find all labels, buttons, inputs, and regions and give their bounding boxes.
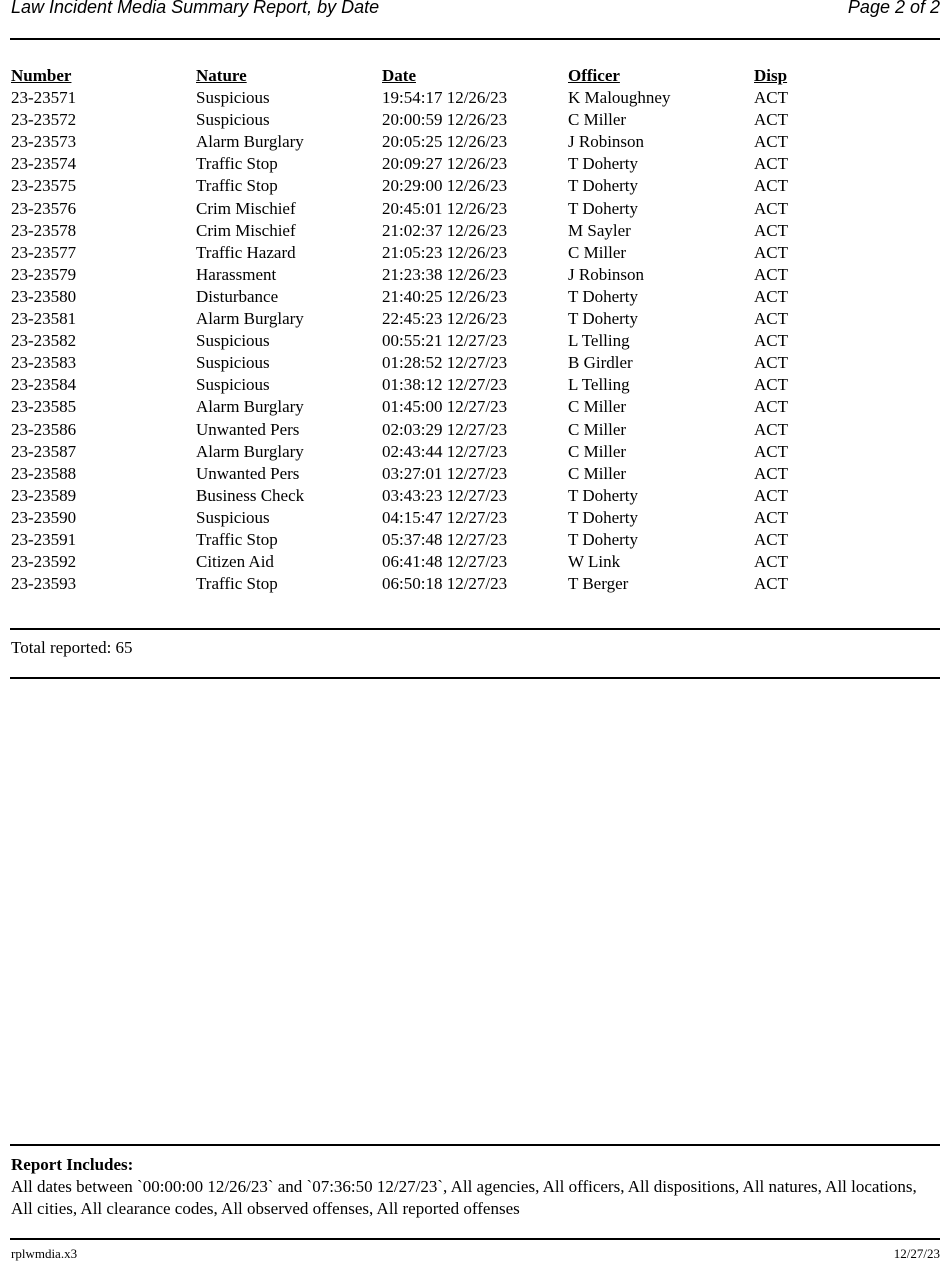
incident-number: 23-23589: [11, 485, 77, 505]
incident-officer: B Girdler: [568, 353, 633, 373]
incident-date: 00:55:21 12/27/23: [382, 331, 508, 351]
incident-date: 03:27:01 12/27/23: [382, 463, 508, 483]
incident-number: 23-23591: [11, 529, 77, 549]
incident-date: 21:40:25 12/26/23: [382, 286, 508, 306]
incident-nature: Alarm Burglary: [196, 397, 304, 417]
report-includes-heading: Report Includes:: [11, 1155, 134, 1174]
column-header-nature: Nature: [196, 66, 247, 85]
incident-date: 21:23:38 12/26/23: [382, 264, 508, 284]
incident-nature: Suspicious: [196, 88, 270, 108]
incident-officer: C Miller: [568, 242, 627, 262]
incident-date: 03:43:23 12/27/23: [382, 485, 508, 505]
incident-nature: Traffic Stop: [196, 154, 278, 174]
incident-disp: ACT: [754, 176, 788, 196]
incident-disp: ACT: [754, 552, 788, 572]
incident-number: 23-23588: [11, 463, 77, 483]
incident-officer: T Doherty: [568, 309, 639, 329]
column-header-number: Number: [11, 66, 72, 85]
incident-nature: Crim Mischief: [196, 198, 296, 218]
total-bottom-rule: [10, 677, 940, 679]
incident-number: 23-23573: [11, 132, 77, 152]
incident-officer: C Miller: [568, 419, 627, 439]
incident-table: [11, 65, 941, 595]
incident-nature: Traffic Stop: [196, 529, 278, 549]
incident-nature: Crim Mischief: [196, 220, 296, 240]
incident-nature: Alarm Burglary: [196, 132, 304, 152]
incident-date: 21:02:37 12/26/23: [382, 220, 508, 240]
incident-disp: ACT: [754, 507, 788, 527]
incident-disp: ACT: [754, 220, 788, 240]
incident-nature: Traffic Stop: [196, 574, 278, 594]
incident-nature: Harassment: [196, 264, 277, 284]
table-row: [11, 374, 941, 396]
incident-date: 05:37:48 12/27/23: [382, 529, 508, 549]
incident-disp: ACT: [754, 154, 788, 174]
incident-nature: Suspicious: [196, 331, 270, 351]
incident-number: 23-23586: [11, 419, 77, 439]
incident-nature: Traffic Hazard: [196, 242, 296, 262]
footer-date: 12/27/23: [893, 1246, 940, 1261]
incident-officer: W Link: [568, 552, 621, 572]
incident-officer: T Doherty: [568, 176, 639, 196]
incident-number: 23-23580: [11, 286, 77, 306]
incident-date: 22:45:23 12/26/23: [382, 309, 508, 329]
includes-top-rule: [10, 1144, 940, 1146]
table-row: [11, 551, 941, 573]
incident-officer: T Doherty: [568, 198, 639, 218]
incident-date: 01:45:00 12/27/23: [382, 397, 508, 417]
table-row: [11, 485, 941, 507]
incident-officer: K Maloughney: [568, 88, 671, 108]
table-row: [11, 308, 941, 330]
incident-date: 21:05:23 12/26/23: [382, 242, 508, 262]
table-row: [11, 419, 941, 441]
incident-officer: J Robinson: [568, 264, 645, 284]
incident-nature: Unwanted Pers: [196, 463, 300, 483]
incident-nature: Alarm Burglary: [196, 441, 304, 461]
page-indicator: Page 2 of 2: [847, 0, 940, 17]
incident-disp: ACT: [754, 132, 788, 152]
incident-officer: T Doherty: [568, 485, 639, 505]
incident-number: 23-23581: [11, 309, 77, 329]
incident-disp: ACT: [754, 419, 788, 439]
incident-nature: Suspicious: [196, 507, 270, 527]
incident-disp: ACT: [754, 198, 788, 218]
incident-disp: ACT: [754, 441, 788, 461]
incident-officer: L Telling: [568, 331, 630, 351]
table-row: [11, 131, 941, 153]
incident-number: 23-23579: [11, 264, 77, 284]
incident-number: 23-23584: [11, 375, 77, 395]
incident-nature: Suspicious: [196, 353, 270, 373]
incident-disp: ACT: [754, 574, 788, 594]
incident-nature: Disturbance: [196, 286, 279, 306]
footer-rule: [10, 1238, 940, 1240]
incident-disp: ACT: [754, 264, 788, 284]
incident-date: 20:05:25 12/26/23: [382, 132, 508, 152]
incident-number: 23-23575: [11, 176, 77, 196]
incident-date: 01:38:12 12/27/23: [382, 375, 508, 395]
incident-nature: Suspicious: [196, 110, 270, 130]
incident-officer: C Miller: [568, 397, 627, 417]
incident-nature: Citizen Aid: [196, 552, 274, 572]
incident-officer: C Miller: [568, 463, 627, 483]
incident-officer: T Berger: [568, 574, 629, 594]
incident-date: 04:15:47 12/27/23: [382, 507, 508, 527]
total-reported: Total reported: 65: [11, 638, 133, 657]
table-row: [11, 220, 941, 242]
incident-number: 23-23583: [11, 353, 77, 373]
incident-date: 06:41:48 12/27/23: [382, 552, 508, 572]
incident-number: 23-23582: [11, 331, 77, 351]
incident-number: 23-23574: [11, 154, 77, 174]
incident-date: 02:43:44 12/27/23: [382, 441, 508, 461]
incident-disp: ACT: [754, 286, 788, 306]
incident-disp: ACT: [754, 397, 788, 417]
footer-report-code: rplwmdia.x3: [11, 1246, 78, 1261]
column-header-date: Date: [382, 66, 416, 85]
incident-officer: C Miller: [568, 441, 627, 461]
table-row: [11, 286, 941, 308]
table-row: [11, 109, 941, 131]
table-body: [11, 87, 941, 595]
incident-disp: ACT: [754, 375, 788, 395]
incident-nature: Traffic Stop: [196, 176, 278, 196]
incident-nature: Suspicious: [196, 375, 270, 395]
table-row: [11, 352, 941, 374]
incident-number: 23-23578: [11, 220, 77, 240]
table-row: [11, 264, 941, 286]
table-row: [11, 153, 941, 175]
incident-disp: ACT: [754, 110, 788, 130]
incident-nature: Business Check: [196, 485, 305, 505]
table-row: [11, 87, 941, 109]
header-rule: [10, 38, 940, 40]
incident-date: 01:28:52 12/27/23: [382, 353, 508, 373]
incident-date: 20:09:27 12/26/23: [382, 154, 508, 174]
incident-officer: T Doherty: [568, 507, 639, 527]
table-row: [11, 463, 941, 485]
incident-number: 23-23571: [11, 88, 77, 108]
incident-number: 23-23587: [11, 441, 77, 461]
incident-officer: C Miller: [568, 110, 627, 130]
incident-disp: ACT: [754, 485, 788, 505]
incident-number: 23-23592: [11, 552, 77, 572]
incident-number: 23-23576: [11, 198, 77, 218]
incident-date: 02:03:29 12/27/23: [382, 419, 508, 439]
incident-number: 23-23585: [11, 397, 77, 417]
incident-officer: T Doherty: [568, 529, 639, 549]
table-row: [11, 441, 941, 463]
table-header-row: [11, 65, 941, 87]
incident-officer: T Doherty: [568, 286, 639, 306]
incident-date: 20:45:01 12/26/23: [382, 198, 508, 218]
table-row: [11, 198, 941, 220]
table-row: [11, 175, 941, 197]
incident-officer: M Sayler: [568, 220, 631, 240]
incident-disp: ACT: [754, 463, 788, 483]
table-row: [11, 396, 941, 418]
incident-officer: L Telling: [568, 375, 630, 395]
column-header-officer: Officer: [568, 66, 620, 85]
incident-date: 06:50:18 12/27/23: [382, 574, 508, 594]
incident-nature: Unwanted Pers: [196, 419, 300, 439]
total-top-rule: [10, 628, 940, 630]
incident-number: 23-23593: [11, 574, 77, 594]
incident-number: 23-23572: [11, 110, 77, 130]
incident-disp: ACT: [754, 88, 788, 108]
incident-date: 19:54:17 12/26/23: [382, 88, 508, 108]
incident-date: 20:00:59 12/26/23: [382, 110, 508, 130]
incident-disp: ACT: [754, 242, 788, 262]
incident-number: 23-23590: [11, 507, 77, 527]
incident-officer: J Robinson: [568, 132, 645, 152]
incident-date: 20:29:00 12/26/23: [382, 176, 508, 196]
table-row: [11, 529, 941, 551]
report-includes-text: All dates between `00:00:00 12/26/23` and `07:36:50 12/27/23`, All agencies, All officers, All dispositions, All natures, All locations, All cities, All clearance codes, All observed offenses, All reported offenses: [11, 1177, 917, 1218]
incident-nature: Alarm Burglary: [196, 309, 304, 329]
incident-disp: ACT: [754, 331, 788, 351]
incident-disp: ACT: [754, 309, 788, 329]
table-row: [11, 242, 941, 264]
incident-number: 23-23577: [11, 242, 77, 262]
table-row: [11, 573, 941, 595]
incident-officer: T Doherty: [568, 154, 639, 174]
table-row: [11, 330, 941, 352]
incident-disp: ACT: [754, 529, 788, 549]
incident-disp: ACT: [754, 353, 788, 373]
column-header-disp: Disp: [754, 66, 788, 85]
table-row: [11, 507, 941, 529]
report-title: Law Incident Media Summary Report, by Date: [11, 0, 380, 17]
